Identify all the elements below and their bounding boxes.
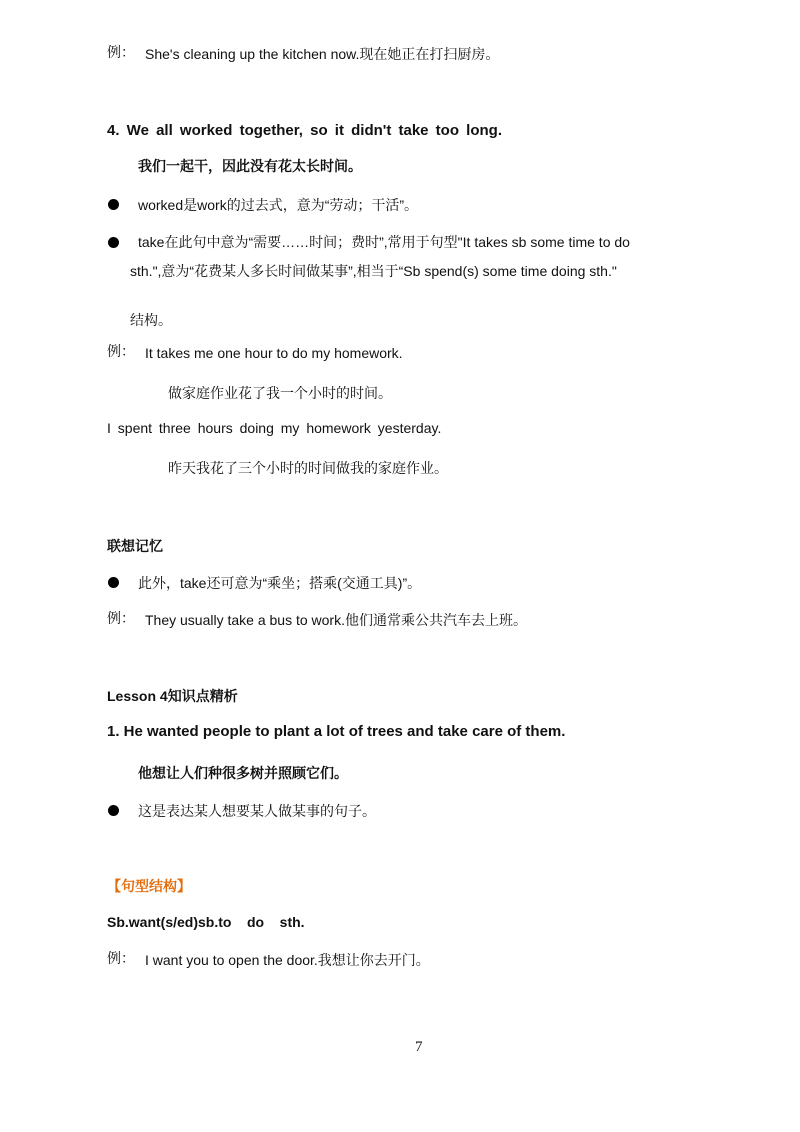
example-label: 例： bbox=[107, 46, 135, 61]
example-label: 例： bbox=[107, 952, 135, 967]
bullet-icon bbox=[108, 805, 119, 816]
lesson-4-title: Lesson 4知识点精析 bbox=[107, 688, 238, 704]
section-4-heading: 4. We all worked together, so it didn't take too long. bbox=[107, 122, 502, 139]
note-take-structure: 结构。 bbox=[130, 312, 172, 328]
example-label: 例： bbox=[107, 612, 135, 627]
example-kitchen: She's cleaning up the kitchen now.现在她正在打扫厨房。 bbox=[145, 46, 500, 62]
example-spent: I spent three hours doing my homework yesterday. bbox=[107, 420, 442, 436]
example-door: I want you to open the door.我想让你去开门。 bbox=[145, 952, 430, 968]
example-it-takes-translation: 做家庭作业花了我一个小时的时间。 bbox=[168, 385, 392, 401]
example-it-takes: It takes me one hour to do my homework. bbox=[145, 345, 403, 361]
note-take-ride: 此外，take还可意为“乘坐；搭乘(交通工具)”。 bbox=[138, 575, 422, 591]
note-take-line-2: sth.",意为“花费某人多长时间做某事”,相当于“Sb spend(s) some time doing sth." bbox=[130, 263, 617, 279]
bullet-icon bbox=[108, 199, 119, 210]
page-number: 7 bbox=[415, 1039, 423, 1055]
example-spent-translation: 昨天我花了三个小时的时间做我的家庭作业。 bbox=[168, 460, 448, 476]
example-bus: They usually take a bus to work.他们通常乘公共汽车去上班。 bbox=[145, 612, 527, 628]
association-heading: 联想记忆 bbox=[107, 538, 163, 554]
example-label: 例： bbox=[107, 345, 135, 360]
note-take-line-1: take在此句中意为“需要……时间；费时”,常用于句型"It takes sb some time to do bbox=[138, 234, 630, 250]
section-4-translation: 我们一起干，因此没有花太长时间。 bbox=[138, 158, 362, 174]
note-want: 这是表达某人想要某人做某事的句子。 bbox=[138, 803, 376, 819]
item-1-translation: 他想让人们种很多树并照顾它们。 bbox=[138, 765, 348, 781]
pattern-heading: 【句型结构】 bbox=[107, 878, 191, 894]
item-1-sentence: 1. He wanted people to plant a lot of trees and take care of them. bbox=[107, 723, 566, 740]
note-worked: worked是work的过去式，意为“劳动；干活”。 bbox=[138, 197, 419, 213]
pattern-formula: Sb.want(s/ed)sb.to do sth. bbox=[107, 914, 305, 930]
bullet-icon bbox=[108, 577, 119, 588]
bullet-icon bbox=[108, 237, 119, 248]
